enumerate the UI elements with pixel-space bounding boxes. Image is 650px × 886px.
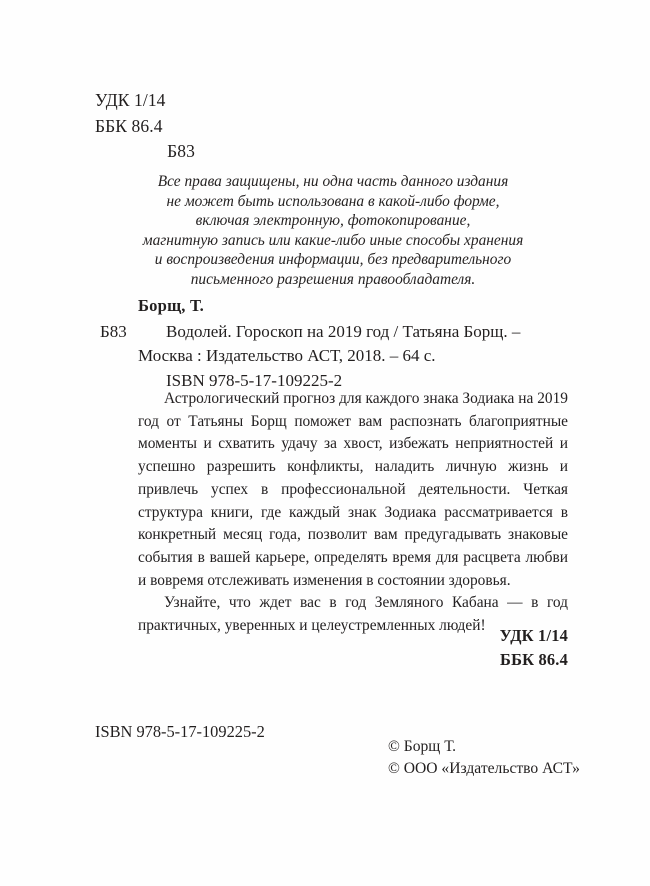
rights-line: магнитную запись или какие-либо иные способы хранения [142, 231, 524, 249]
bibliographic-record [100, 294, 570, 393]
rights-line: не может быть использована в какой-либо форме, [166, 192, 500, 210]
udk-code-bottom: УДК 1/14 [499, 626, 568, 645]
bbk-code-bottom: ББК 86.4 [500, 649, 568, 669]
shelf-mark-top: Б83 [167, 141, 195, 161]
rights-line: письменного разрешения правообладателя. [190, 270, 476, 288]
copyright-publisher: © ООО «Издательство АСТ» [388, 760, 580, 777]
annotation-paragraph: Узнайте, что ждет вас в год Земляного Кабана — в год практичных, уверенных и целеустремленных людей! [138, 594, 568, 635]
footer-copyright [388, 736, 580, 780]
bibliographic-description: Водолей. Гороскоп на 2019 год / Татьяна Борщ. – Москва : Издательство АСТ, 2018. – 64 с. [138, 321, 521, 365]
copyright-author: © Борщ Т. [388, 738, 457, 755]
rights-line: и воспроизведения информации, без предварительного [154, 251, 512, 269]
rights-line: включая электронную, фотокопирование, [195, 212, 471, 230]
bibliographic-isbn: ISBN 978-5-17-109225-2 [166, 370, 343, 390]
annotation-text [138, 388, 568, 638]
classification-block-top [95, 88, 195, 165]
footer-isbn: ISBN 978-5-17-109225-2 [95, 722, 265, 741]
rights-line: Все права защищены, ни одна часть данного издания [157, 173, 509, 190]
bibliographic-body [100, 320, 570, 369]
udk-code-top: УДК 1/14 [95, 90, 166, 110]
author-heading: Борщ, Т. [138, 296, 204, 315]
classification-block-bottom [500, 624, 568, 671]
shelf-mark-marginal: Б83 [100, 321, 127, 341]
bbk-code-top: ББК 86.4 [95, 115, 163, 136]
rights-notice [78, 172, 588, 290]
annotation-paragraph: Астрологический прогноз для каждого знака Зодиака на 2019 год от Татьяны Борщ поможет вам распознать благоприятные моменты и схватить удачу за хвост, избежать неприятностей и успешно разрешить конфликты, наладить личную жизнь и привлечь успех в профессиональной деятельности. Четкая структура книги, где каждый знак Зодиака рассматривается в конкретный месяц года, позволит вам предугадывать знаковые события в вашей карьере, определять время для расцвета любви и вовремя отслеживать изменения в состоянии здоровья. [138, 390, 568, 589]
